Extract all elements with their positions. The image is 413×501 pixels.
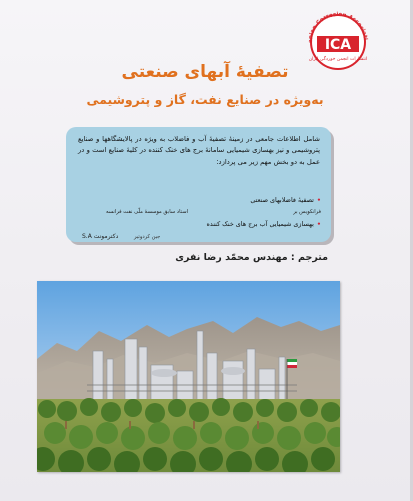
author-affiliation: استاد سابق موسسهٔ ملّی نفت فرانسه	[106, 209, 189, 215]
logo-arc-text: anian Corrosion Associati	[307, 11, 368, 44]
book-subtitle: به‌ویژه در صنایع نفت، گاز و پتروشیمی	[86, 92, 324, 107]
bullet-label: تصفیهٔ فاضلابهای صنعتی	[250, 196, 314, 204]
author-credit-3	[82, 233, 118, 240]
author-3-name: دکترمونت	[93, 233, 119, 240]
description-text: شامل اطلاعات جامعی در زمینهٔ تصفیهٔ آب و فاضلاب به ویژه در پالایشگاهها و صنایع پتروشیمی و نیز بهسازی شیمیایی سامانهٔ برج های خنک کننده در کلیهٔ صنایع است و در عمل به دو بخش مهم زیر می پردازد:	[78, 135, 320, 166]
author-name: فرانکویس بر	[293, 209, 321, 215]
refinery-photo	[37, 281, 340, 472]
author-3-initials: S.A	[82, 233, 92, 240]
bullet-item	[250, 196, 321, 204]
translator-credit: مترجم : مهندس محمّد رضا نفری	[175, 252, 328, 263]
logo-persian-text: انتشارات انجمن خوردگی ایران	[308, 57, 368, 62]
book-title: تصفیهٔ آبهای صنعتی	[121, 62, 289, 82]
bullet-dot-icon: •	[316, 220, 321, 228]
bullet-label: بهسازی شیمیایی آب برج های خنک کننده	[206, 220, 314, 228]
bullet-dot-icon: •	[316, 196, 321, 204]
author-credit-2: جین کردوتیر	[134, 234, 161, 240]
bullet-item	[207, 220, 321, 228]
logo-letters: ICA	[324, 37, 352, 53]
